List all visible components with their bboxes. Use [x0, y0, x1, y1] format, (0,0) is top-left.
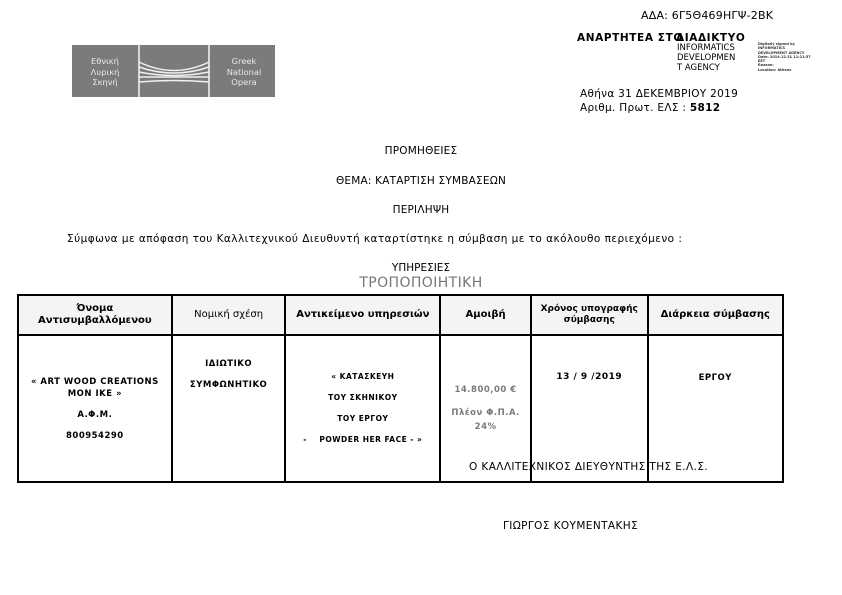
date-line: Αθήνα 31 ΔΕΚΕΜΒΡΙΟΥ 2019: [580, 88, 739, 100]
sig-line: Location: Athens: [758, 67, 792, 72]
tax-id-label: Α.Φ.Μ.: [77, 409, 113, 420]
header-legal-relation: [172, 295, 286, 335]
fee-vat-label: Πλέον Φ.Π.Α.: [451, 408, 520, 418]
protocol-line: [580, 101, 738, 115]
protocol-label: Αριθμ. Πρωτ. ΕΛΣ :: [580, 102, 687, 114]
intro-text: Σύμφωνα με απόφαση του Καλλιτεχνικού Διευθυντή καταρτίστηκε η σύμβαση με το ακόλουθο περιεχόμενο :: [67, 233, 683, 245]
header-signing-date: [531, 295, 648, 335]
contractor-name: « ART WOOD CREATIONS: [30, 376, 159, 387]
legal-relation-text: ΙΔΙΩΤΙΚΟ: [205, 359, 253, 369]
subject-text: ΤΟΥ ΣΚΗΝΙΚΟΥ: [328, 393, 398, 402]
header-text: Αντικείμενο υπηρεσιών: [296, 309, 430, 320]
agency-line: DEVELOPMEN: [677, 53, 736, 63]
header-text: Διάρκεια σύμβασης: [660, 309, 770, 320]
post-notice: [577, 32, 746, 44]
sig-line: Digitally signed by: [758, 42, 795, 46]
header-text: Νομική σχέση: [194, 309, 264, 320]
header-text: Αμοιβή: [465, 309, 506, 320]
subject-text: ΤΟΥ ΕΡΓΟΥ: [337, 414, 389, 423]
digital-signature-agency: [677, 43, 735, 73]
table-header-row: [18, 295, 783, 335]
gno-logo: [72, 45, 275, 97]
sig-line: Reason:: [758, 63, 774, 68]
fee-vat-rate: 24%: [474, 422, 497, 432]
signatory-title: Ο ΚΑΛΛΙΤΕΧΝΙΚΟΣ ΔΙΕΥΘΥΝΤΗΣ ΤΗΣ Ε.Λ.Σ.: [469, 461, 709, 473]
digital-signature-details: [758, 42, 811, 72]
cell-service-subject: [285, 335, 440, 482]
sig-line: INFORMATICS: [758, 46, 786, 51]
logo-english-text: [214, 56, 274, 88]
header-text: Αντισυμβαλλόμενου: [38, 315, 152, 326]
header-fee: [440, 295, 531, 335]
section-title: ΠΡΟΜΗΘΕΙΕΣ: [384, 145, 458, 157]
cell-duration: ΕΡΓΟΥ: [648, 335, 783, 482]
cell-signing-date: 13 / 9 /2019: [531, 335, 648, 482]
amendment-label: ΤΡΟΠΟΠΟΙΗΤΙΚΗ: [359, 275, 483, 291]
cell-legal-relation: [172, 335, 286, 482]
header-service-subject: [285, 295, 440, 335]
sig-line: Date: 2019.12.31 11:21:57: [758, 54, 811, 59]
protocol-number: 5812: [689, 102, 721, 114]
sig-line: EET: [758, 59, 766, 64]
subject-title: ΘΕΜΑ: ΚΑΤΑΡΤΙΣΗ ΣΥΜΒΑΣΕΩΝ: [335, 175, 507, 187]
subject-text: - POWDER HER FACE - »: [303, 435, 423, 444]
logo-text-line: National: [226, 66, 262, 77]
tax-id-value: 800954290: [65, 430, 124, 441]
contractor-name: MON IKE »: [67, 388, 122, 399]
header-text: Χρόνος υπογραφής: [540, 304, 638, 314]
logo-text-line: Σκηνή: [92, 77, 118, 87]
logo-greek-text: [76, 56, 134, 88]
header-contractor-name: [18, 295, 172, 335]
logo-text-line: Εθνική: [91, 56, 119, 66]
logo-text-line: Greek: [231, 56, 257, 66]
fee-amount: 14.800,00 €: [454, 385, 517, 395]
agency-line: T AGENCY: [677, 63, 720, 73]
post-label: ΑΝΑΡΤΗΤΕΑ ΣΤΟ: [577, 32, 683, 44]
logo-text-line: Opera: [231, 77, 257, 87]
category-title: ΥΠΗΡΕΣΙΕΣ: [391, 262, 451, 274]
post-target: ΔΙΑΔΙΚΤΥΟ: [676, 32, 746, 44]
date-block: [580, 87, 738, 115]
subject-text: « ΚΑΤΑΣΚΕΥΗ: [331, 372, 395, 381]
logo-text-line: Λυρική: [90, 66, 120, 77]
signatory-name: ΓΙΩΡΓΟΣ ΚΟΥΜΕΝΤΑΚΗΣ: [503, 520, 639, 532]
table-row: [18, 335, 783, 482]
summary-title: ΠΕΡΙΛΗΨΗ: [392, 204, 450, 216]
sig-line: DEVELOPMENT AGENCY: [758, 50, 805, 55]
cell-fee: [440, 335, 531, 482]
contract-table: [17, 294, 784, 483]
header-duration: [648, 295, 783, 335]
agency-line: INFORMATICS: [677, 43, 735, 53]
ada-code: ΑΔΑ: 6Γ5Θ469ΗΓΨ-2ΒΚ: [641, 9, 774, 22]
logo-waves-icon: [138, 45, 210, 97]
header-text: σύμβασης: [563, 315, 615, 325]
cell-contractor: [18, 335, 172, 482]
legal-relation-text: ΣΥΜΦΩΝΗΤΙΚΟ: [189, 380, 268, 390]
header-text: Όνομα: [76, 303, 114, 314]
